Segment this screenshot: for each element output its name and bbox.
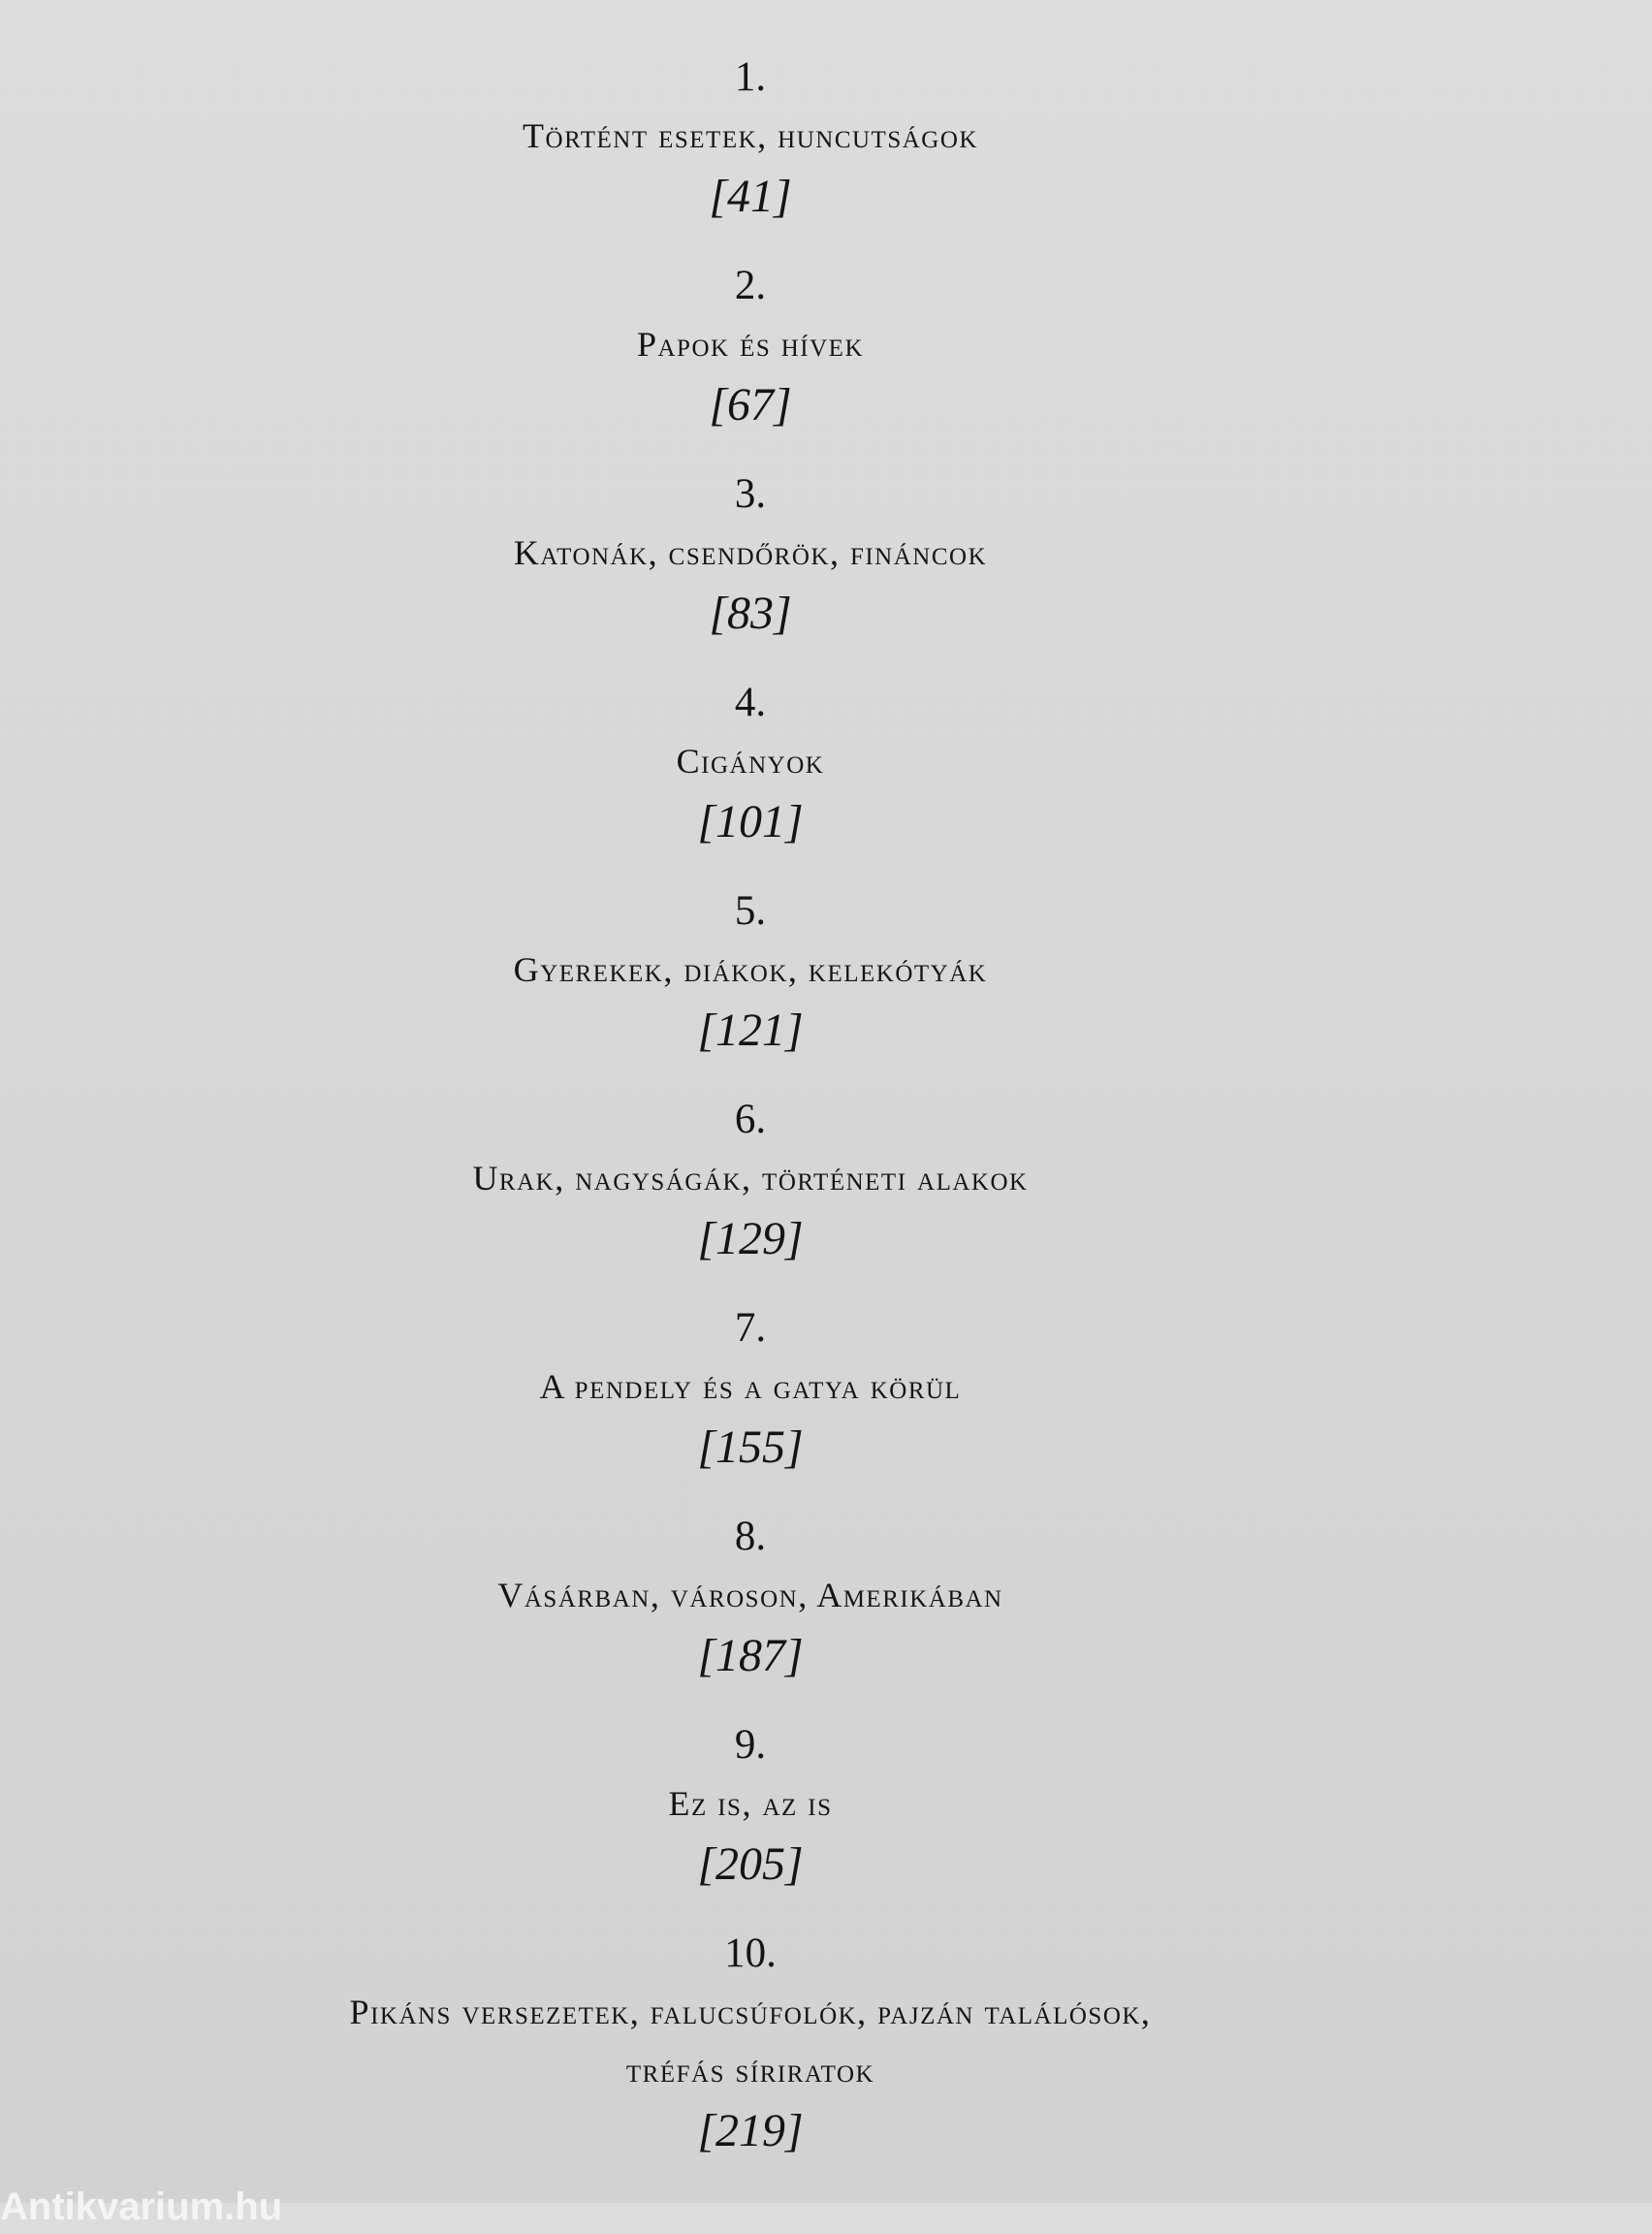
chapter-title: Vásárban, városon, Amerikában: [497, 1576, 1003, 1614]
chapter-title: Katonák, csendőrök, fináncok: [513, 533, 988, 572]
chapter-page: [219]: [697, 2105, 804, 2156]
toc-entry-10: [0, 1925, 1501, 2163]
toc-entry-6: [0, 1091, 1501, 1271]
chapter-number: 9.: [734, 1722, 767, 1768]
toc-entry-5: [0, 882, 1501, 1063]
chapter-page: [129]: [697, 1213, 804, 1264]
chapter-page: [155]: [697, 1421, 804, 1473]
toc-entry-7: [0, 1299, 1501, 1480]
toc-entry-3: [0, 465, 1501, 646]
watermark: Antikvarium.hu: [0, 2186, 283, 2228]
chapter-number: 6.: [734, 1097, 767, 1142]
chapter-number: 2.: [734, 263, 767, 308]
toc-entry-1: [0, 48, 1501, 229]
chapter-page: [101]: [697, 796, 804, 847]
chapter-title: Cigányok: [676, 742, 825, 781]
chapter-page: [187]: [697, 1630, 804, 1681]
toc-entry-4: [0, 674, 1501, 854]
chapter-number: 10.: [724, 1931, 777, 1976]
chapter-page: [205]: [697, 1838, 804, 1890]
chapter-number: 7.: [734, 1305, 767, 1351]
chapter-title-line-2: tréfás síriratok: [625, 2051, 875, 2090]
chapter-number: 1.: [734, 54, 767, 100]
chapter-title: Történt esetek, huncutságok: [523, 116, 978, 155]
chapter-number: 4.: [734, 680, 767, 725]
chapter-page: [67]: [709, 379, 792, 431]
chapter-number: 3.: [734, 471, 767, 517]
chapter-page: [41]: [709, 171, 792, 222]
chapter-number: 5.: [734, 888, 767, 934]
chapter-title: Gyerekek, diákok, kelekótyák: [513, 950, 988, 989]
chapter-page: [121]: [697, 1005, 804, 1056]
chapter-title: A pendely és a gatya körül: [539, 1367, 962, 1406]
toc-entry-9: [0, 1716, 1501, 1897]
chapter-title: Papok és hívek: [636, 325, 865, 364]
toc-entry-8: [0, 1508, 1501, 1688]
chapter-title-line-1: Pikáns versezetek, falucsúfolók, pajzán találósok,: [349, 1993, 1152, 2031]
chapter-title: Urak, nagyságák, történeti alakok: [472, 1159, 1029, 1197]
chapter-number: 8.: [734, 1514, 767, 1559]
toc-entry-2: [0, 257, 1501, 437]
chapter-title: Ez is, az is: [668, 1784, 833, 1823]
chapter-page: [83]: [709, 588, 792, 639]
